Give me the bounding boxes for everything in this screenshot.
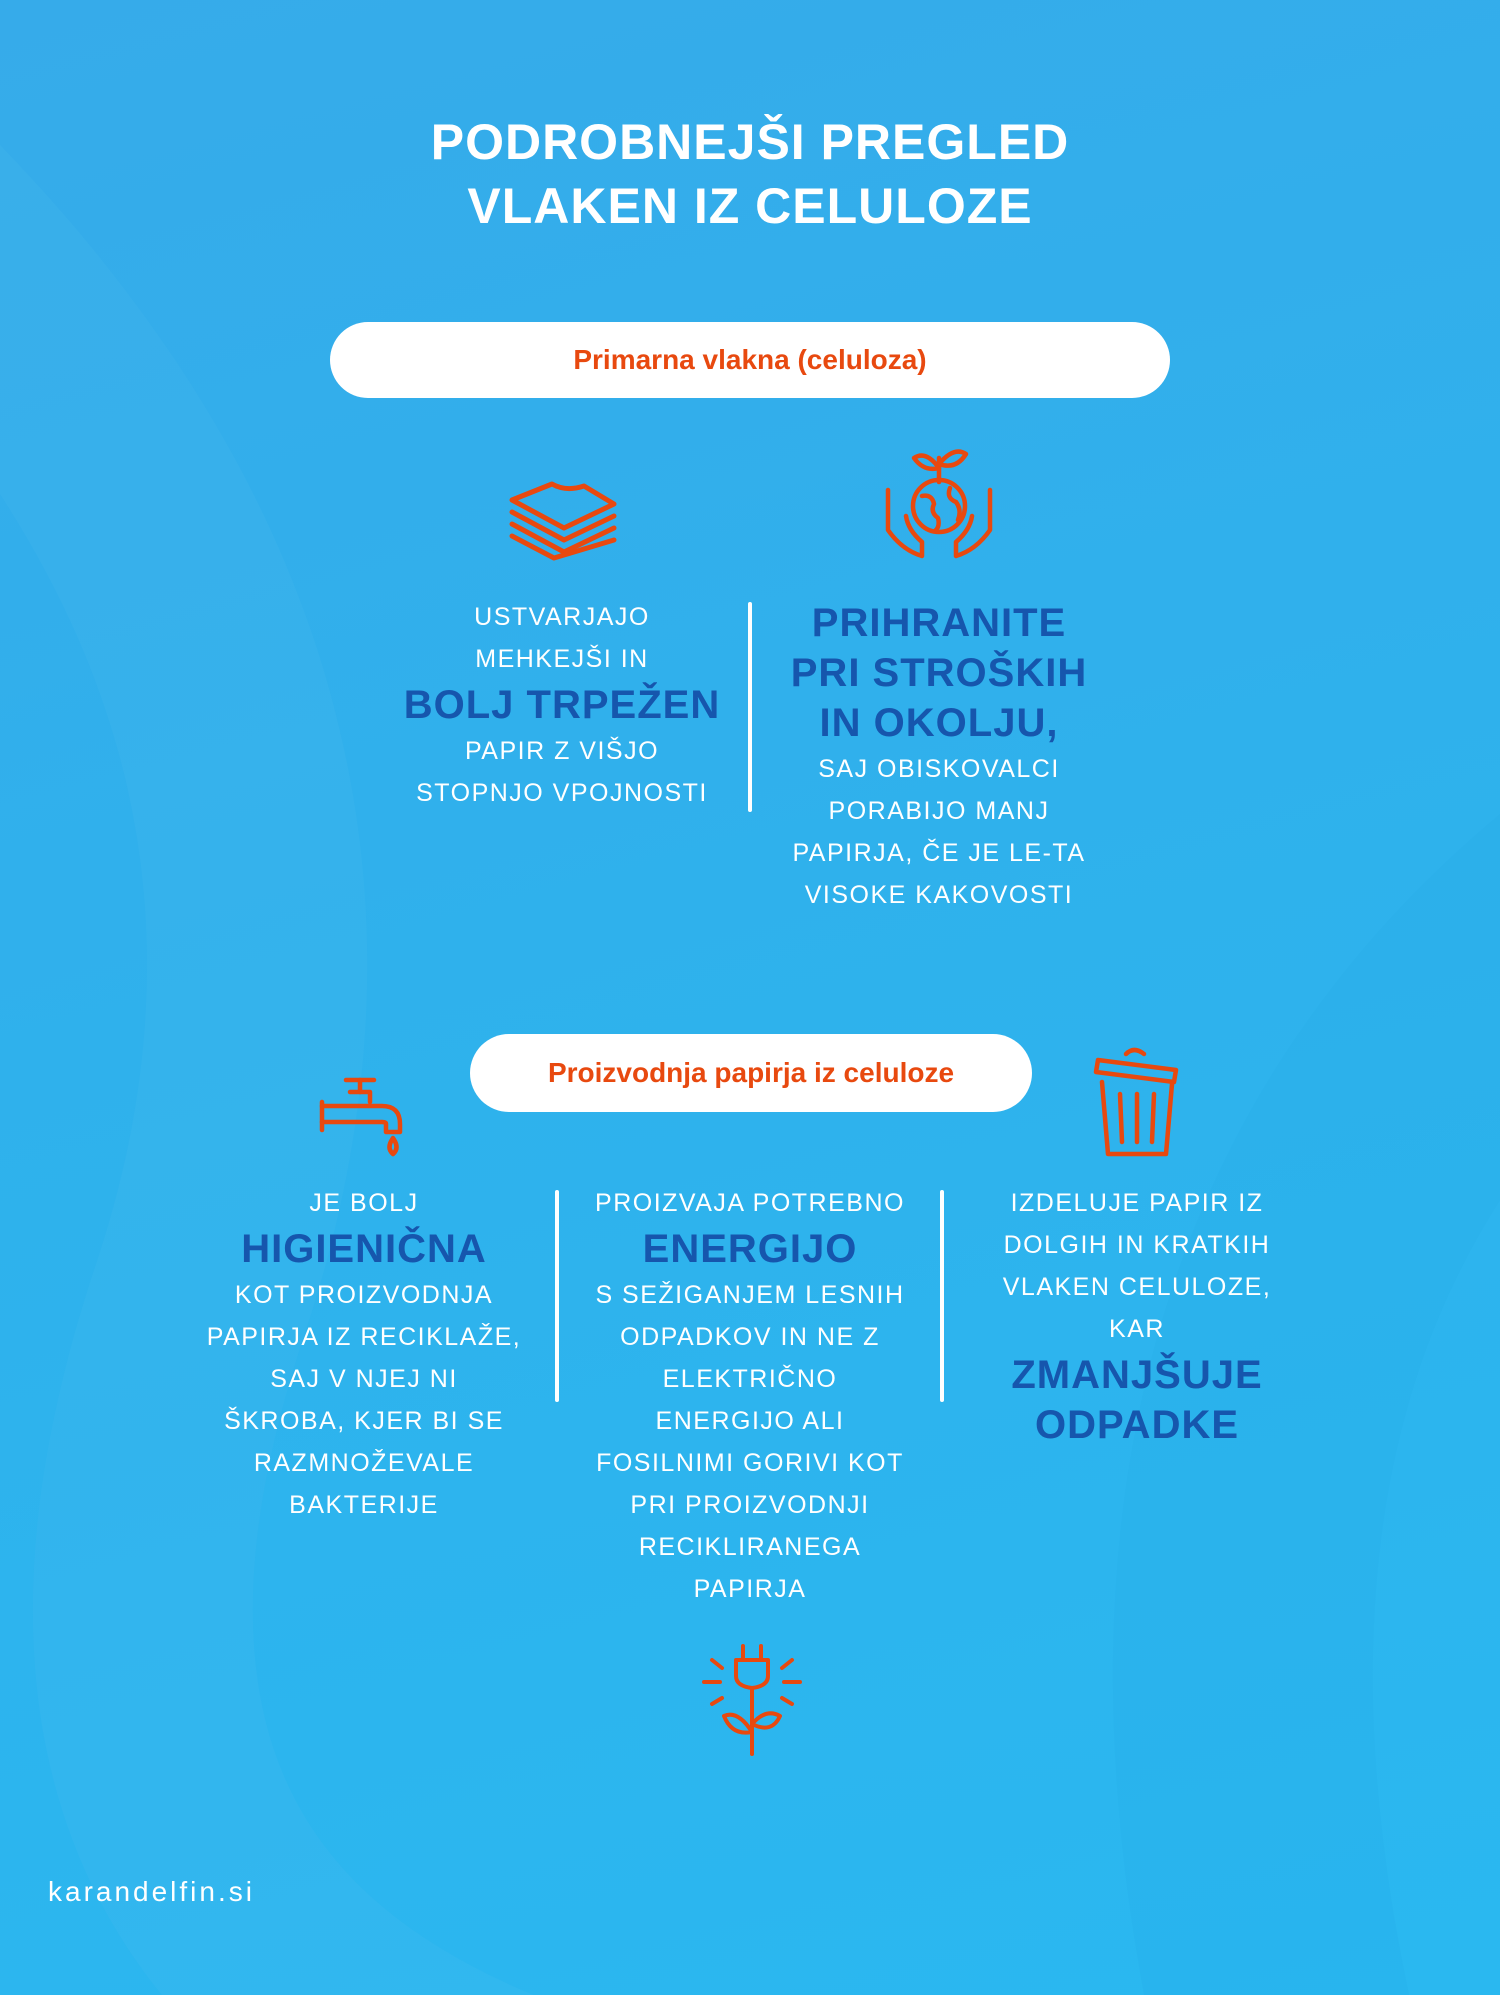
text-line: IZDELUJE PAPIR IZ <box>1010 1189 1264 1217</box>
section1-col-savings <box>778 598 1100 916</box>
text-line: SAJ OBISKOVALCI <box>818 755 1060 783</box>
section2-col-hygiene <box>184 1182 544 1526</box>
section2-divider-right <box>940 1190 944 1402</box>
section2-col-waste <box>964 1182 1310 1450</box>
text-line: ODPADKOV IN NE Z <box>620 1323 880 1351</box>
text-line: S SEŽIGANJEM LESNIH <box>595 1281 905 1309</box>
text-line: ENERGIJO ALI <box>655 1407 845 1435</box>
emphasis-text: PRI STROŠKIH <box>790 651 1088 695</box>
section2-col-energy <box>580 1182 920 1610</box>
earth-hands-icon <box>880 446 998 562</box>
text-line: JE BOLJ <box>309 1189 419 1217</box>
trash-bin-icon <box>1092 1044 1182 1158</box>
text-line: MEHKEJŠI IN <box>475 645 649 673</box>
emphasis-text: ZMANJŠUJE <box>1011 1353 1263 1397</box>
section-pill-paper-production: Proizvodnja papirja iz celuloze <box>470 1034 1032 1112</box>
text-line: STOPNJO VPOJNOSTI <box>416 779 708 807</box>
text-line: BAKTERIJE <box>289 1491 439 1519</box>
footer-site-name: karandelfin.si <box>48 1876 255 1907</box>
text-line: DOLGIH IN KRATKIH <box>1003 1231 1271 1259</box>
text-line: ŠKROBA, KJER BI SE <box>224 1407 504 1435</box>
text-line: PROIZVAJA POTREBNO <box>595 1189 905 1217</box>
text-line: RAZMNOŽEVALE <box>253 1449 475 1477</box>
emphasis-text: HIGIENIČNA <box>241 1227 487 1271</box>
text-line: PAPIRJA IZ RECIKLAŽE, <box>206 1323 522 1351</box>
title-line-2: VLAKEN IZ CELULOZE <box>467 178 1033 234</box>
text-line: PAPIR Z VIŠJO <box>464 737 660 765</box>
plug-plant-icon <box>694 1642 810 1758</box>
emphasis-text: IN OKOLJU, <box>819 701 1059 745</box>
emphasis-text: ENERGIJO <box>642 1227 858 1271</box>
paper-stack-icon <box>506 478 620 562</box>
section1-col-softer <box>362 596 762 814</box>
text-line: PRI PROIZVODNJI <box>630 1491 870 1519</box>
text-line: RECIKLIRANEGA <box>638 1533 862 1561</box>
text-line: ELEKTRIČNO <box>662 1365 838 1393</box>
text-line: VISOKE KAKOVOSTI <box>804 881 1074 909</box>
text-line: VLAKEN CELULOZE, <box>1002 1273 1272 1301</box>
emphasis-text: ODPADKE <box>1034 1403 1240 1447</box>
text-line: KOT PROIZVODNJA <box>234 1281 494 1309</box>
page-title <box>0 110 1500 238</box>
section2-divider-left <box>555 1190 559 1402</box>
text-line: PORABIJO MANJ <box>828 797 1050 825</box>
section-pill-primary-fibers: Primarna vlakna (celuloza) <box>330 322 1170 398</box>
text-line: USTVARJAJO <box>474 603 650 631</box>
title-line-1: PODROBNEJŠI PREGLED <box>430 114 1070 170</box>
text-line: KAR <box>1109 1315 1165 1343</box>
text-line: PAPIRJA <box>693 1575 807 1603</box>
emphasis-text: BOLJ TRPEŽEN <box>403 683 721 727</box>
text-line: SAJ V NJEJ NI <box>270 1365 458 1393</box>
water-tap-icon <box>318 1072 408 1160</box>
text-line: PAPIRJA, ČE JE LE-TA <box>792 839 1086 867</box>
emphasis-text: PRIHRANITE <box>811 601 1067 645</box>
text-line: FOSILNIMI GORIVI KOT <box>596 1449 904 1477</box>
